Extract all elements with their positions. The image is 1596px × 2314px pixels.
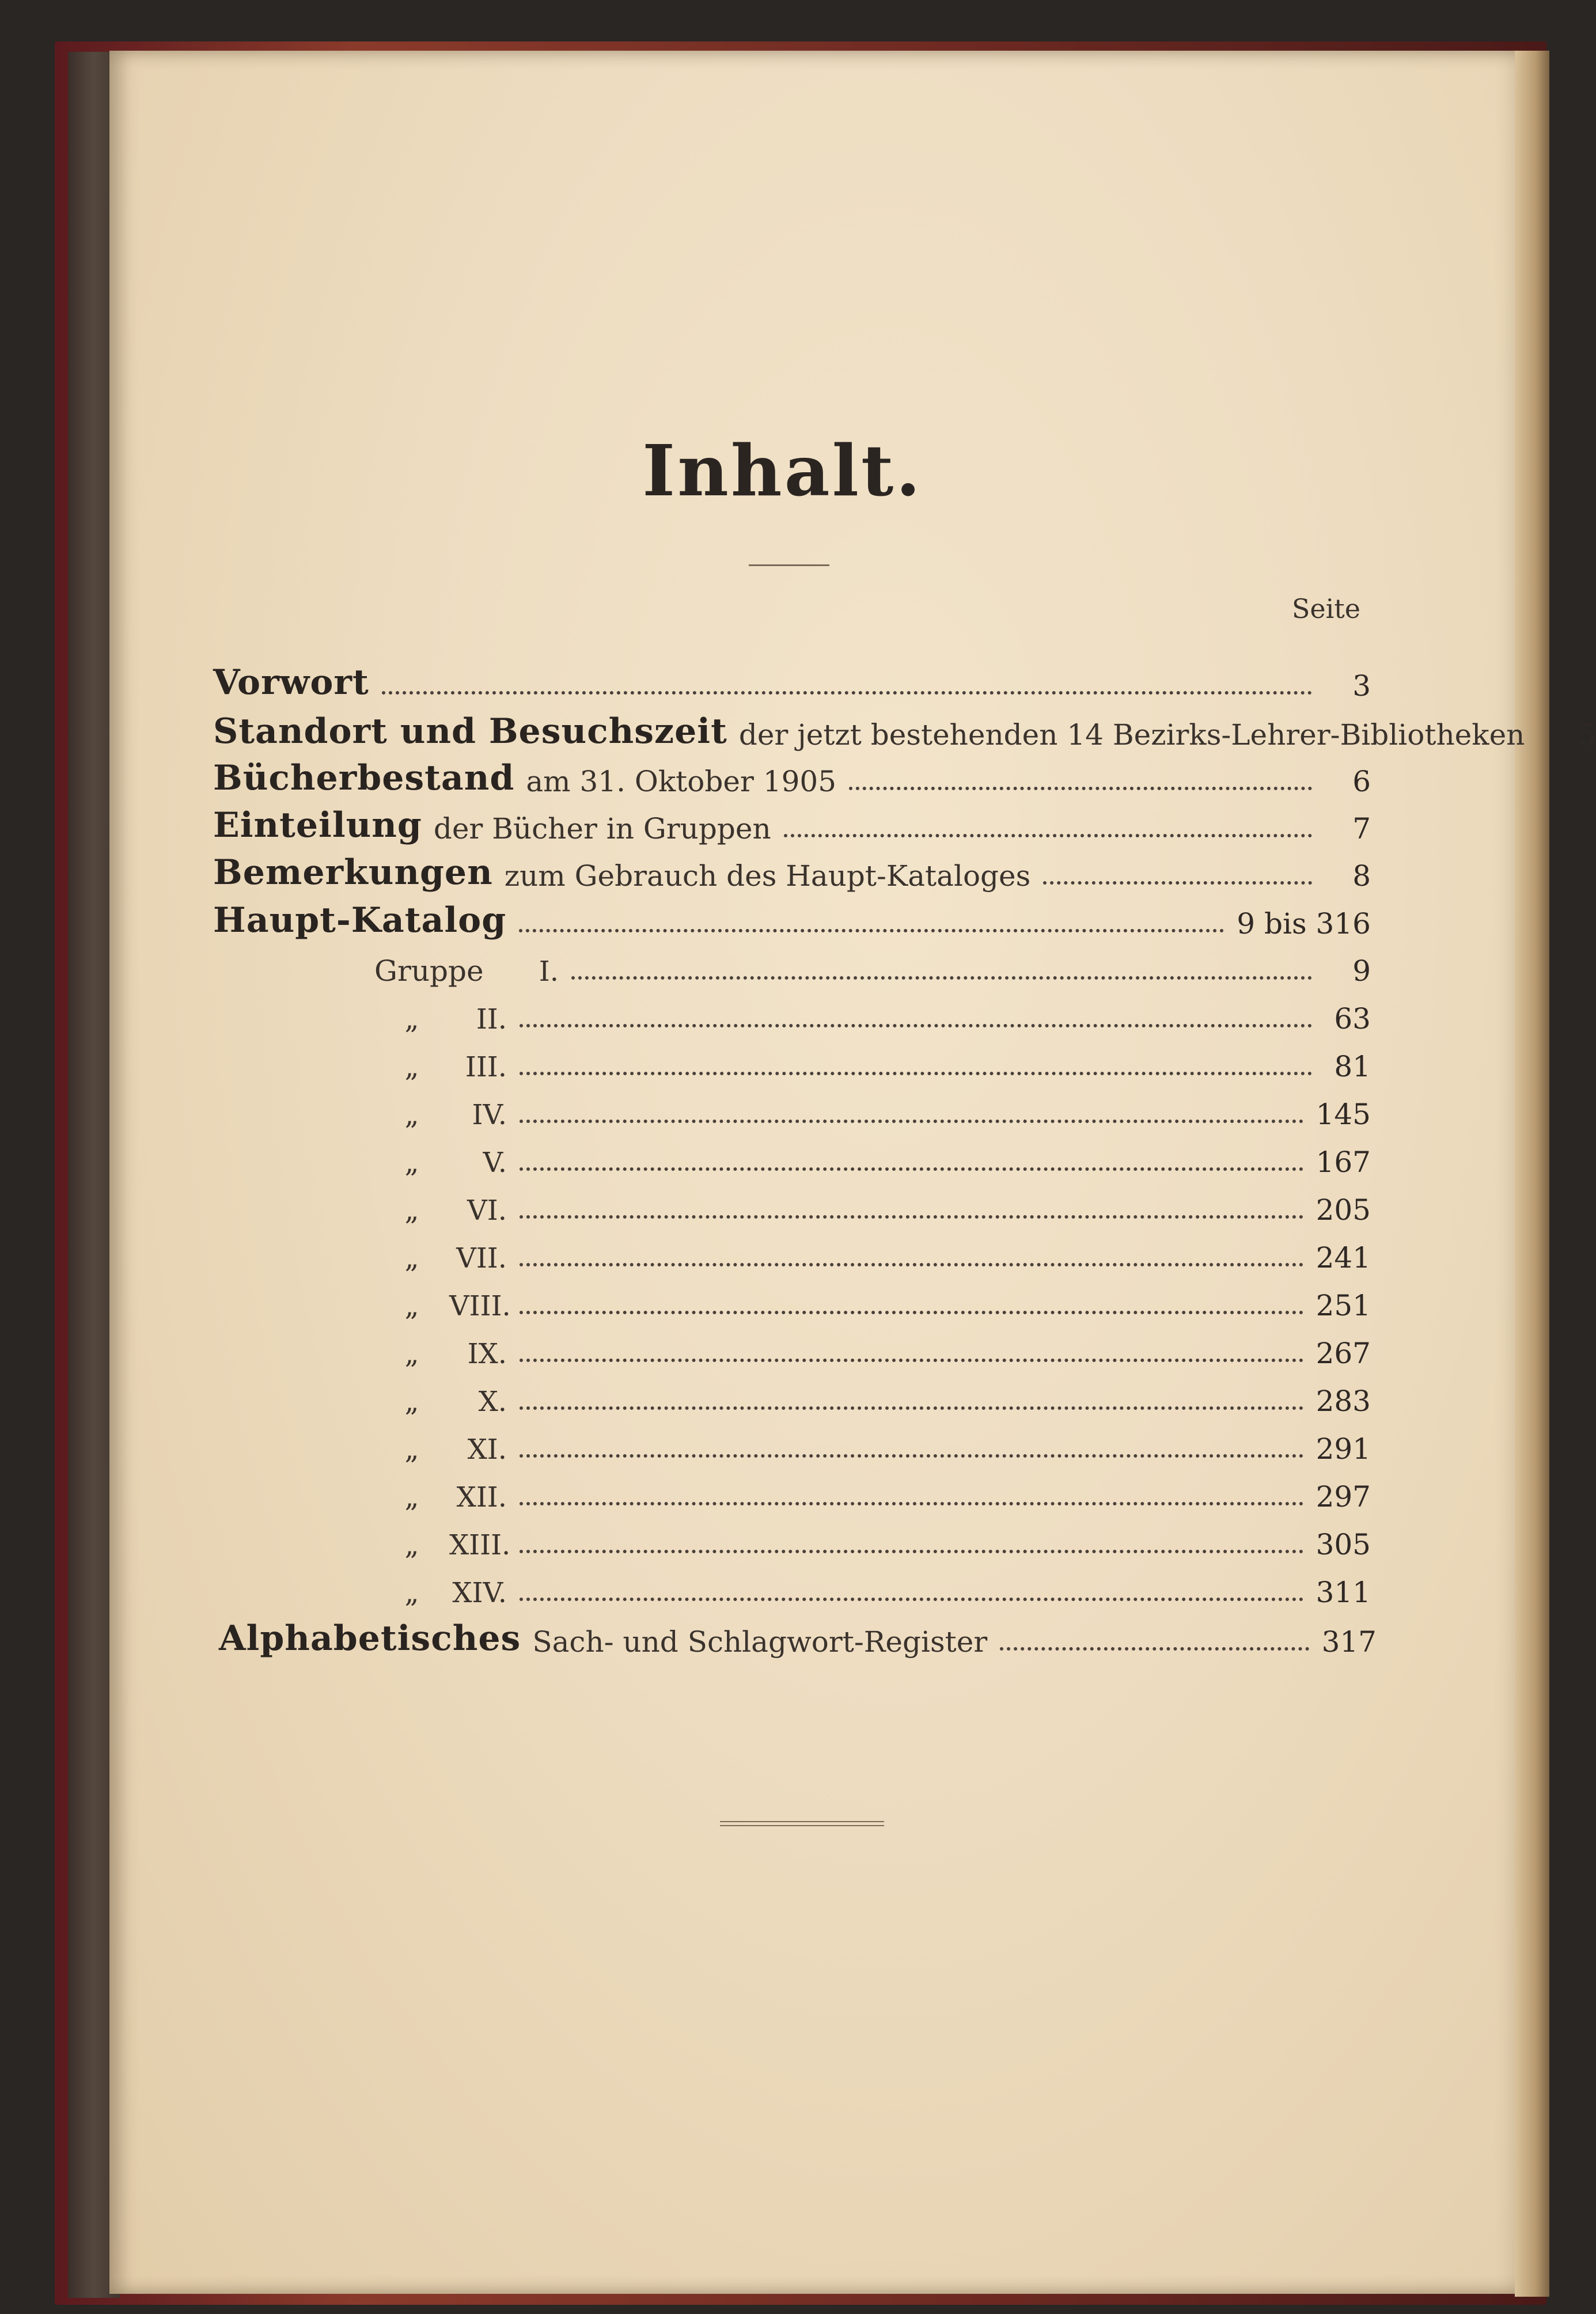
seite-column-label: Seite <box>1291 593 1360 624</box>
group-numeral: XI. <box>467 1433 507 1466</box>
dot-leader <box>520 1024 1312 1027</box>
toc-entry-label: Vorwort <box>213 662 369 703</box>
group-prefix: „ <box>404 1577 419 1609</box>
toc-group-row <box>374 942 1371 988</box>
dot-leader <box>520 1359 1303 1362</box>
dot-leader <box>571 976 1312 980</box>
toc-entry-einteilung <box>213 799 1371 845</box>
dot-leader <box>784 834 1312 837</box>
toc-entry-page: 5 <box>1578 718 1596 752</box>
group-prefix: „ <box>404 1099 419 1131</box>
group-numeral: XIV. <box>452 1577 507 1609</box>
toc-group-row <box>374 1515 1371 1561</box>
dot-leader <box>520 1502 1303 1505</box>
toc-entry-vorwort <box>213 657 1371 703</box>
group-numeral: I. <box>539 955 559 988</box>
dot-leader <box>519 929 1224 932</box>
dot-leader <box>520 1072 1312 1075</box>
group-page: 9 <box>1352 954 1371 988</box>
dot-leader <box>520 1454 1303 1458</box>
dot-leader <box>1000 1647 1309 1651</box>
toc-entry-label: Haupt-Katalog <box>213 900 507 940</box>
toc-entry-label: Bücherbestand <box>213 758 515 798</box>
group-prefix: „ <box>404 1481 419 1513</box>
group-page: 167 <box>1316 1145 1371 1179</box>
group-prefix: „ <box>404 1338 419 1370</box>
group-numeral: V. <box>483 1147 507 1179</box>
toc-group-row <box>374 1372 1371 1418</box>
group-prefix: „ <box>404 1242 419 1274</box>
group-page: 241 <box>1316 1241 1371 1274</box>
group-prefix: „ <box>404 1194 419 1227</box>
toc-entry-page: 9 bis 316 <box>1237 907 1371 940</box>
toc-entry-standort <box>213 705 1596 752</box>
toc-group-row <box>374 1228 1371 1274</box>
group-page: 291 <box>1316 1432 1371 1466</box>
toc-group-row <box>374 1324 1371 1370</box>
dot-leader <box>1043 881 1312 885</box>
toc-group-row <box>374 1420 1371 1466</box>
toc-group-row <box>374 1133 1371 1179</box>
toc-entry-desc: zum Gebrauch des Haupt-Kataloges <box>504 859 1031 893</box>
toc-entry-label: Einteilung <box>213 805 422 845</box>
dot-leader <box>520 1263 1303 1266</box>
group-prefix: „ <box>404 1529 419 1561</box>
toc-entry-page: 6 <box>1352 765 1371 798</box>
toc-group-row <box>374 1037 1371 1083</box>
group-page: 297 <box>1316 1480 1371 1513</box>
toc-entry-page: 3 <box>1352 669 1371 703</box>
toc-entry-label: Bemerkungen <box>213 852 493 893</box>
group-page: 145 <box>1316 1098 1371 1131</box>
group-numeral: II. <box>476 1003 507 1035</box>
toc-group-row <box>374 1467 1371 1513</box>
dot-leader <box>849 787 1312 790</box>
group-page: 305 <box>1316 1528 1371 1561</box>
group-page: 283 <box>1316 1384 1371 1418</box>
toc-entry-bemerkungen <box>213 847 1371 893</box>
dot-leader <box>520 1167 1303 1171</box>
dot-leader <box>520 1550 1303 1553</box>
group-numeral: III. <box>465 1051 507 1083</box>
group-prefix: „ <box>404 1003 419 1035</box>
group-page: 267 <box>1316 1337 1371 1370</box>
group-prefix: „ <box>404 1386 419 1418</box>
toc-entry-label: Alphabetisches <box>219 1618 521 1659</box>
toc-group-row <box>374 1085 1371 1131</box>
toc-group-row <box>374 989 1371 1035</box>
group-prefix: „ <box>404 1147 419 1179</box>
toc-group-row <box>374 1181 1371 1227</box>
group-prefix: „ <box>404 1433 419 1466</box>
group-prefix: „ <box>404 1290 419 1322</box>
end-double-rule <box>720 1821 884 1826</box>
dot-leader <box>382 691 1312 695</box>
group-page: 251 <box>1316 1289 1371 1322</box>
toc-entry-label: Standort und Besuchszeit <box>213 711 727 752</box>
toc-entry-buecherbestand <box>213 752 1371 798</box>
group-numeral: VIII. <box>449 1290 511 1322</box>
group-numeral: VI. <box>467 1194 507 1227</box>
toc-entry-desc: der jetzt bestehenden 14 Bezirks-Lehrer-Bibliotheken <box>738 718 1525 752</box>
toc-entry-register <box>219 1613 1377 1659</box>
group-numeral: IX. <box>467 1338 507 1370</box>
group-page: 63 <box>1334 1002 1371 1035</box>
group-numeral: XIII. <box>449 1529 511 1561</box>
dot-leader <box>520 1406 1303 1410</box>
group-numeral: X. <box>478 1386 507 1418</box>
group-numeral: IV. <box>472 1099 507 1131</box>
group-page: 205 <box>1316 1193 1371 1227</box>
group-page: 81 <box>1334 1050 1371 1083</box>
group-page: 311 <box>1316 1576 1371 1609</box>
group-numeral: XII. <box>456 1481 507 1513</box>
toc-group-row <box>374 1563 1371 1609</box>
toc-entry-desc: am 31. Oktober 1905 <box>526 765 837 798</box>
group-numeral: VII. <box>456 1242 507 1274</box>
toc-entry-desc: der Bücher in Gruppen <box>433 812 771 845</box>
toc-group-row <box>374 1276 1371 1322</box>
group-prefix: Gruppe <box>374 954 484 988</box>
dot-leader <box>520 1598 1303 1601</box>
page-title: Inhalt. <box>642 429 923 512</box>
dot-leader <box>520 1215 1303 1219</box>
toc-entry-haupt-katalog <box>213 894 1371 940</box>
dot-leader <box>520 1120 1303 1123</box>
toc-entry-page: 7 <box>1352 812 1371 845</box>
toc-entry-page: 317 <box>1321 1625 1377 1659</box>
group-prefix: „ <box>404 1051 419 1083</box>
toc-entry-page: 8 <box>1352 859 1371 893</box>
dot-leader <box>520 1311 1303 1314</box>
toc-entry-desc: Sach- und Schlagwort-Register <box>532 1625 988 1659</box>
